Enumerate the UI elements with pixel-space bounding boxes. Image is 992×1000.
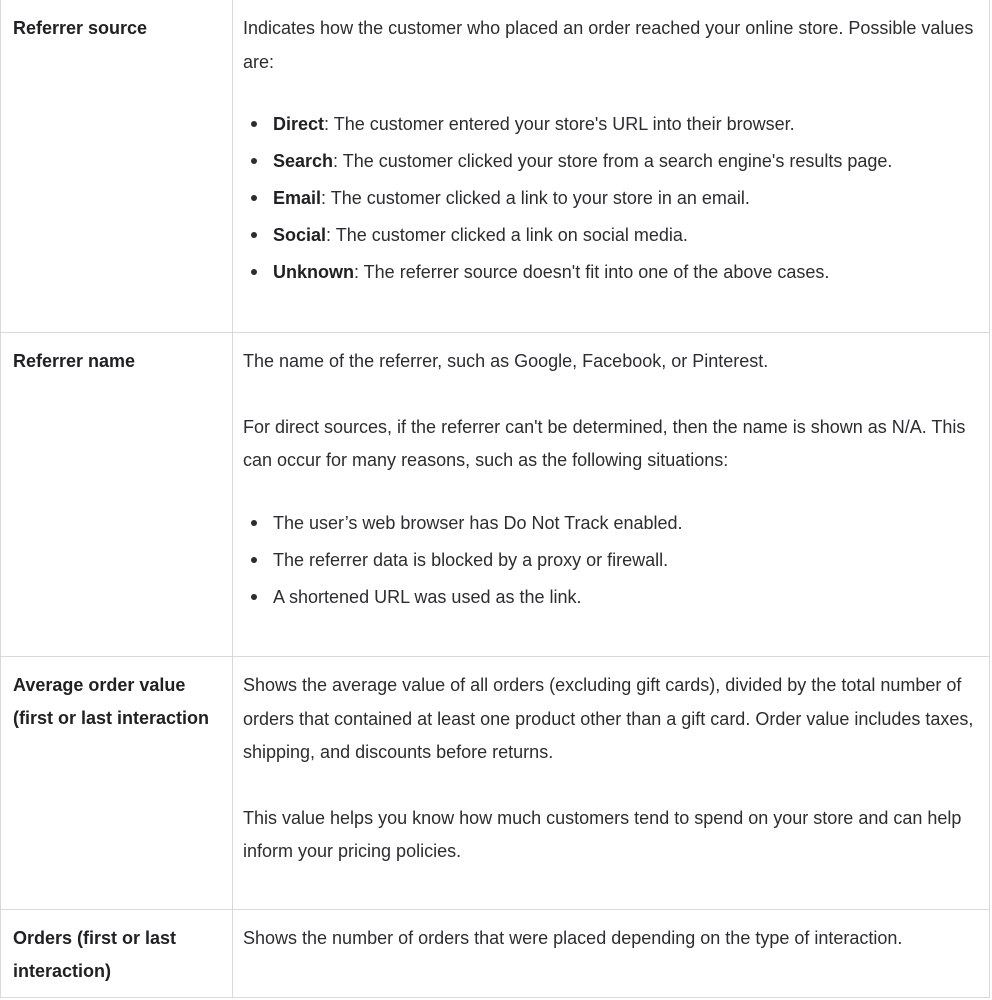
bullet-icon — [251, 121, 257, 127]
table-row-referrer-source — [1, 0, 989, 333]
referrer-source-values-list — [243, 106, 979, 291]
value-text: : The customer entered your store's URL into their browser. — [324, 114, 795, 134]
list-item — [243, 217, 979, 254]
term-average-order-value: Average order value (first or last interaction — [1, 657, 233, 909]
term-referrer-source: Referrer source — [1, 0, 233, 332]
value-text: : The customer clicked your store from a search engine's results page. — [333, 151, 893, 171]
bullet-icon — [251, 520, 257, 526]
description-orders — [233, 910, 989, 997]
bullet-icon — [251, 158, 257, 164]
table-row-orders — [1, 910, 989, 998]
description-intro: Indicates how the customer who placed an order reached your online store. Possible values are: — [243, 18, 974, 72]
description-paragraph: The name of the referrer, such as Google, Facebook, or Pinterest. — [243, 351, 769, 371]
description-referrer-source — [233, 0, 989, 332]
description-paragraph: This value helps you know how much customers tend to spend on your store and can help inform your pricing policies. — [243, 807, 962, 861]
list-item — [243, 180, 979, 217]
value-label: Email — [273, 188, 322, 208]
term-referrer-name: Referrer name — [1, 333, 233, 656]
table-row-referrer-name — [1, 333, 989, 657]
referrer-name-situations-list — [243, 505, 979, 616]
value-label: Social — [273, 225, 327, 245]
list-item — [243, 106, 979, 143]
value-text: : The customer clicked a link on social media. — [326, 225, 688, 245]
list-item — [243, 542, 979, 579]
list-item — [243, 505, 979, 542]
value-label: Search — [273, 151, 334, 171]
table-row-average-order-value — [1, 657, 989, 910]
description-paragraph: Shows the number of orders that were placed depending on the type of interaction. — [243, 928, 903, 948]
term-orders: Orders (first or last interaction) — [1, 910, 233, 997]
list-item — [243, 143, 979, 180]
bullet-icon — [251, 232, 257, 238]
bullet-icon — [251, 557, 257, 563]
description-paragraph: Shows the average value of all orders (excluding gift cards), divided by the total number of orders that contained at least one product other than a gift card. Order value includes taxes, shipping, and discounts before returns. — [243, 675, 974, 762]
description-average-order-value — [233, 657, 989, 909]
value-label: Direct — [273, 114, 325, 134]
list-item-text: The user’s web browser has Do Not Track enabled. — [273, 512, 683, 533]
bullet-icon — [251, 195, 257, 201]
bullet-icon — [251, 269, 257, 275]
value-text: : The customer clicked a link to your store in an email. — [321, 188, 750, 208]
description-paragraph: For direct sources, if the referrer can't be determined, then the name is shown as N/A. This can occur for many reasons, such as the following situations: — [243, 416, 966, 470]
list-item-text: The referrer data is blocked by a proxy or firewall. — [273, 549, 669, 570]
bullet-icon — [251, 594, 257, 600]
description-referrer-name — [233, 333, 989, 656]
value-text: : The referrer source doesn't fit into one of the above cases. — [354, 262, 830, 282]
value-label: Unknown — [273, 262, 354, 282]
list-item — [243, 579, 979, 616]
list-item-text: A shortened URL was used as the link. — [273, 586, 582, 607]
list-item — [243, 254, 979, 291]
